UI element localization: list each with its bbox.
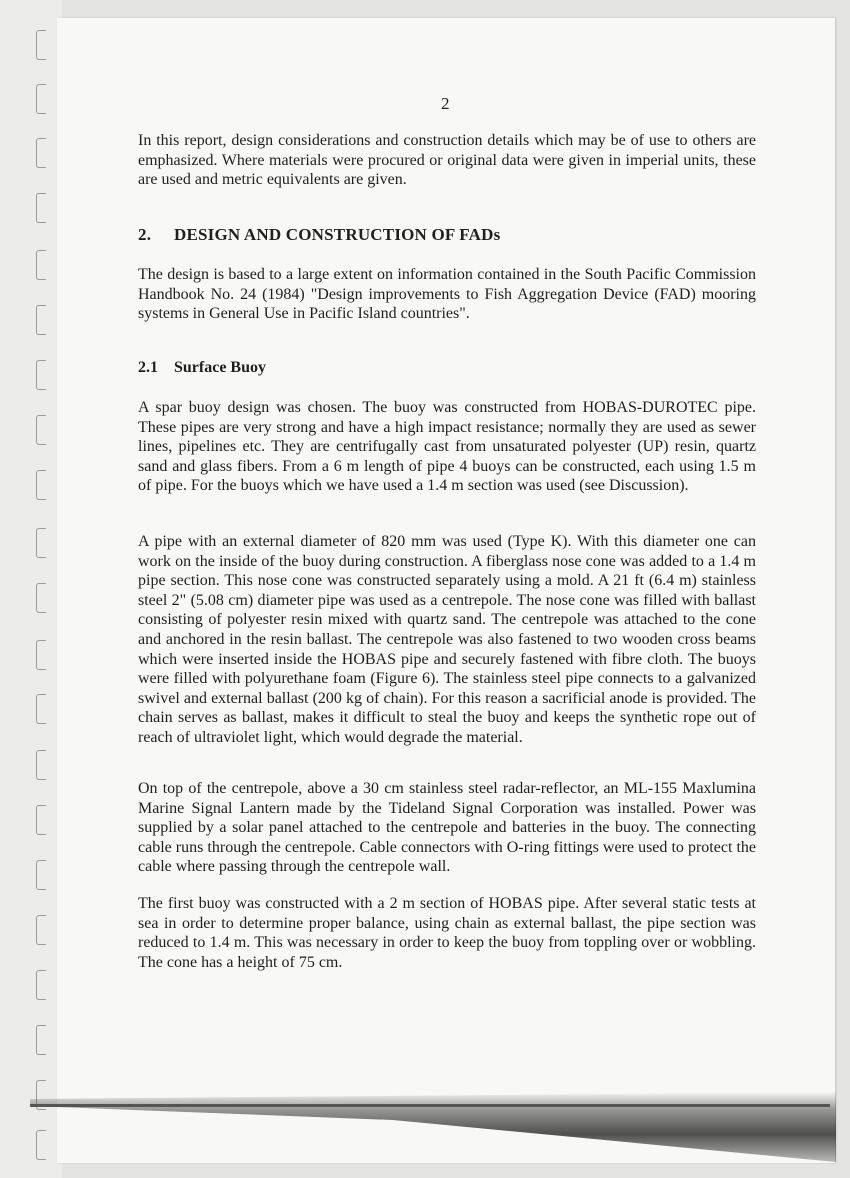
section-heading bbox=[138, 225, 500, 245]
binder-ring bbox=[36, 84, 46, 114]
page-edge-line bbox=[30, 1104, 830, 1107]
subsection-title: Surface Buoy bbox=[174, 359, 266, 376]
subsection-number: 2.1 bbox=[138, 359, 158, 376]
binder-ring bbox=[36, 415, 46, 445]
binder-ring bbox=[36, 1025, 46, 1055]
body-paragraph: A pipe with an external diameter of 820 mm was used (Type K). With this diameter one can work on the inside of the buoy during construction. A fiberglass nose cone was added to a 1.4 m pipe section. This nose cone was constructed separately using a mold. A 21 ft (6.4 m) stainless steel 2" (5.08 cm) diameter pipe was used as a centrepole. The nose cone was filled with ballast consisting of polyester resin mixed with quartz sand. The centrepole was attached to the cone and anchored in the resin ballast. The centrepole was also fastened to two wooden cross beams which were inserted inside the HOBAS pipe and securely fastened with fibre cloth. The buoys were filled with polyurethane foam (Figure 6). The stainless steel pipe connects to a galvanized swivel and external ballast (200 kg of chain). For this reason a sacrificial anode is provided. The chain serves as ballast, makes it difficult to steal the buoy and keeps the synthetic rope out of reach of ultraviolet light, which would degrade the material. bbox=[138, 533, 756, 746]
intro-paragraph: In this report, design considerations and construction details which may be of use to others are emphasized. Where materials were procured or original data were given in imperial units, these are used and metric equivalents are given. bbox=[138, 132, 756, 189]
body-paragraph: On top of the centrepole, above a 30 cm stainless steel radar-reflector, an ML-155 Maxlumina Marine Signal Lantern made by the Tideland Signal Corporation was installed. Power was supplied by a solar panel attached to the centrepole and batteries in the buoy. The connecting cable runs through the centrepole. Cable connectors with O-ring fittings were used to protect the cable where passing through the centrepole wall. bbox=[138, 780, 756, 876]
binder-ring bbox=[36, 470, 46, 500]
binder-ring bbox=[36, 528, 46, 558]
section-number: 2. bbox=[138, 225, 152, 244]
binder-ring bbox=[36, 583, 46, 613]
binder-ring bbox=[36, 1130, 46, 1160]
body-paragraph: The first buoy was constructed with a 2 m section of HOBAS pipe. After several static tests at sea in order to determine proper balance, using chain as external ballast, the pipe section was reduced to 1.4 m. This was necessary in order to keep the buoy from toppling over or wobbling. The cone has a height of 75 cm. bbox=[138, 895, 756, 971]
binder-ring bbox=[36, 360, 46, 390]
binder-ring bbox=[36, 860, 46, 890]
body-paragraph: A spar buoy design was chosen. The buoy was constructed from HOBAS-DUROTEC pipe. These pipes are very strong and have a high impact resistance; normally they are used as sewer lines, pipelines etc. They are centrifugally cast from unsaturated polyester (UP) resin, quartz sand and glass fibers. From a 6 m length of pipe 4 buoys can be constructed, each using 1.5 m of pipe. For the buoys which we have used a 1.4 m section was used (see Discussion). bbox=[138, 399, 756, 495]
binder-ring bbox=[36, 30, 46, 60]
binder-ring bbox=[36, 640, 46, 670]
page-number: 2 bbox=[441, 94, 450, 113]
binder-ring bbox=[36, 805, 46, 835]
binder-ring bbox=[36, 970, 46, 1000]
binder-ring bbox=[36, 750, 46, 780]
binder-ring bbox=[36, 250, 46, 280]
subsection-heading bbox=[138, 359, 266, 377]
binder-ring bbox=[36, 305, 46, 335]
binder-ring bbox=[36, 915, 46, 945]
binder-ring bbox=[36, 193, 46, 223]
binder-ring bbox=[36, 138, 46, 168]
binder-ring bbox=[36, 694, 46, 724]
section-title: DESIGN AND CONSTRUCTION OF FADs bbox=[174, 225, 501, 244]
binder-strip bbox=[0, 0, 62, 1178]
section-paragraph: The design is based to a large extent on information contained in the South Pacific Commission Handbook No. 24 (1984) "Design improvements to Fish Aggregation Device (FAD) mooring systems in General Use in Pacific Island countries". bbox=[138, 266, 756, 323]
